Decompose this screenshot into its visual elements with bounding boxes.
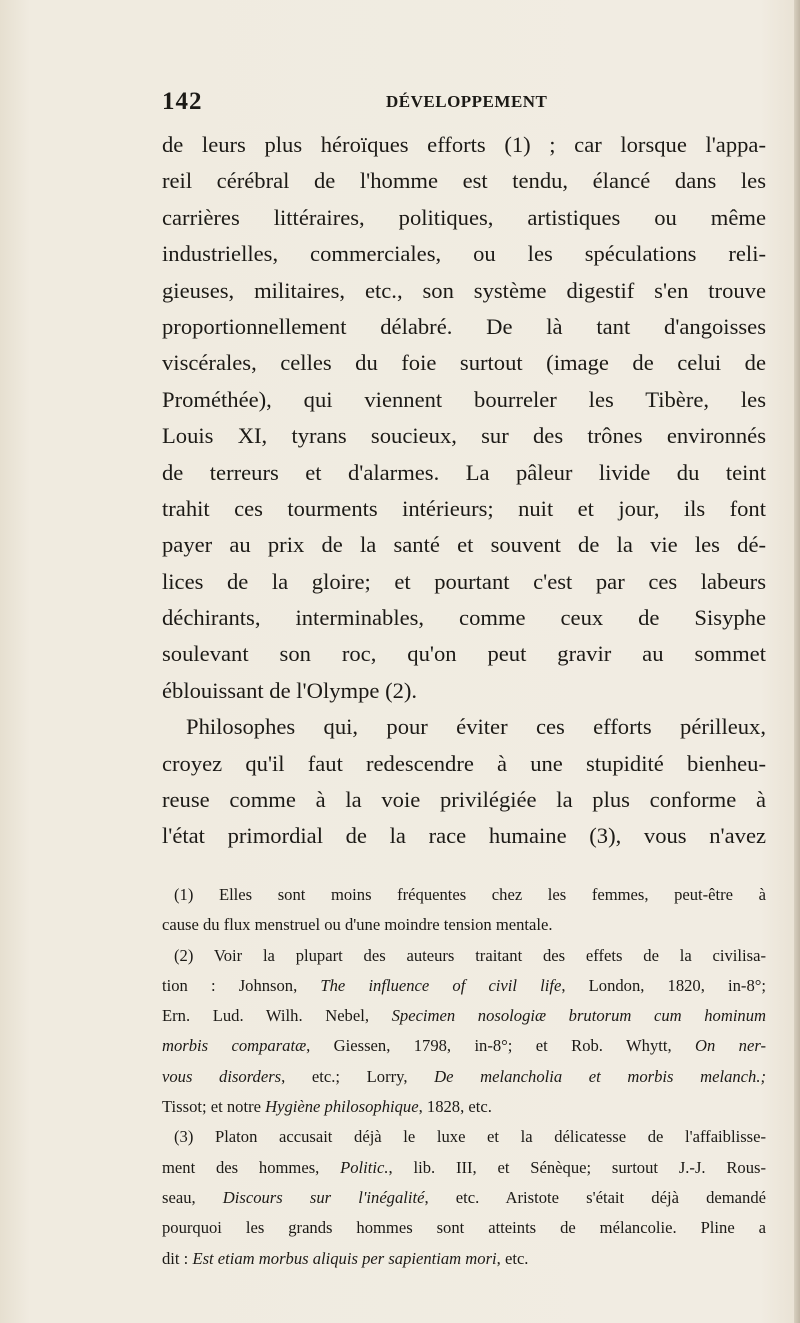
footnote-line: (1) Elles sont moins fréquentes chez les femmes, peut-être à [174, 885, 766, 904]
footnote-line: (2) Voir la plupart des auteurs traitant des effets de la civilisa- [174, 945, 766, 965]
page-edge [794, 0, 800, 1323]
footnote-title: The influence of civil life [320, 975, 562, 995]
footnote-line [162, 1031, 766, 1061]
footnote-title: morbis comparatæ [162, 1036, 307, 1056]
footnote-line: cause du flux menstruel ou d'une moindre tension mentale. [162, 915, 553, 935]
footnote-title: Specimen nosologiæ brutorum cum hominum [391, 1006, 767, 1026]
text-line: Louis XI, tyrans soucieux, sur des trônes environnés [162, 423, 766, 449]
footnote-line [162, 1183, 766, 1213]
text-line: reil cérébral de l'homme est tendu, élancé dans les [162, 168, 766, 194]
text-line: reuse comme à la voie privilégiée la plus conforme à [162, 787, 766, 813]
text-line: éblouissant de l'Olympe (2). [162, 677, 418, 703]
text-line: de leurs plus héroïques efforts (1) ; car lorsque l'appa- [162, 132, 766, 157]
footnote-line: pourquoi les grands hommes sont atteints de mélancolie. Pline a [162, 1218, 766, 1238]
text-line: gieuses, militaires, etc., son système digestif s'en trouve [162, 277, 766, 303]
footnote-text: , etc.; Lorry, [281, 1066, 435, 1086]
footnote-title: Hygiène philosophique [265, 1097, 419, 1117]
footnote-line [162, 1001, 766, 1031]
footnote-text: tion : Johnson, [162, 975, 321, 995]
footnote-text: Tissot; et notre [162, 1097, 266, 1117]
text-line: trahit ces tourments intérieurs; nuit et jour, ils font [162, 495, 766, 521]
text-line: carrières littéraires, politiques, artistiques ou même [162, 204, 766, 230]
text-line: Prométhée), qui viennent bourreler les Tibère, les [162, 386, 766, 412]
footnote-title: On ner- [695, 1036, 766, 1056]
footnote-2 [162, 941, 766, 1123]
footnote-text: , etc. Aristote s'était déjà demandé [424, 1187, 766, 1207]
footnote-line [162, 1092, 766, 1122]
page-number: 142 [162, 88, 203, 115]
footnote-title: Politic. [340, 1157, 389, 1177]
footnote-title: De melancholia et morbis melanch.; [434, 1066, 767, 1086]
text-line: croyez qu'il faut redescendre à une stupidité bienheu- [162, 750, 766, 776]
text-line: de terreurs et d'alarmes. La pâleur livide du teint [162, 459, 766, 485]
footnote-text: seau, [162, 1187, 223, 1207]
footnote-text: ment des hommes, [162, 1157, 341, 1177]
text-line: lices de la gloire; et pourtant c'est par ces labeurs [162, 568, 766, 594]
page-header [162, 88, 762, 116]
footnote-line [162, 1244, 766, 1274]
footnotes [162, 880, 766, 1274]
footnote-text: , lib. III, et Sénèque; surtout J.-J. Rous- [388, 1157, 767, 1177]
footnote-text: , Giessen, 1798, in-8°; et Rob. Whytt, [306, 1036, 696, 1056]
footnote-text: dit : [162, 1248, 193, 1268]
text-line: proportionnellement délabré. De là tant d'angoisses [162, 313, 766, 339]
text-line: l'état primordial de la race humaine (3), vous n'avez [162, 823, 766, 849]
footnote-3 [162, 1122, 766, 1273]
footnote-line: (3) Platon accusait déjà le luxe et la délicatesse de l'affaiblisse- [174, 1127, 766, 1147]
text-line: Philosophes qui, pour éviter ces efforts périlleux, [186, 714, 766, 740]
text-line: viscérales, celles du foie surtout (image de celui de [162, 350, 766, 376]
text-line: industrielles, commerciales, ou les spéculations reli- [162, 241, 766, 267]
footnote-line [162, 1153, 766, 1183]
footnote-text: Ern. Lud. Wilh. Nebel, [162, 1006, 392, 1026]
running-title: DÉVELOPPEMENT [386, 92, 548, 111]
footnote-title: Est etiam morbus aliquis per sapientiam mori [192, 1248, 497, 1268]
footnote-line [162, 971, 766, 1001]
footnote-text: , 1828, etc. [418, 1097, 492, 1117]
footnote-text: , London, 1820, in-8°; [561, 975, 766, 995]
text-line: payer au prix de la santé et souvent de la vie les dé- [162, 532, 766, 558]
footnote-title: vous disorders [162, 1066, 282, 1086]
text-line: déchirants, interminables, comme ceux de Sisyphe [162, 605, 766, 631]
footnote-text: , etc. [496, 1248, 529, 1268]
footnote-line [162, 1062, 766, 1092]
footnote-1 [162, 880, 766, 941]
text-line: soulevant son roc, qu'on peut gravir au sommet [162, 641, 766, 667]
main-text [162, 127, 766, 855]
footnote-title: Discours sur l'inégalité [222, 1187, 425, 1207]
